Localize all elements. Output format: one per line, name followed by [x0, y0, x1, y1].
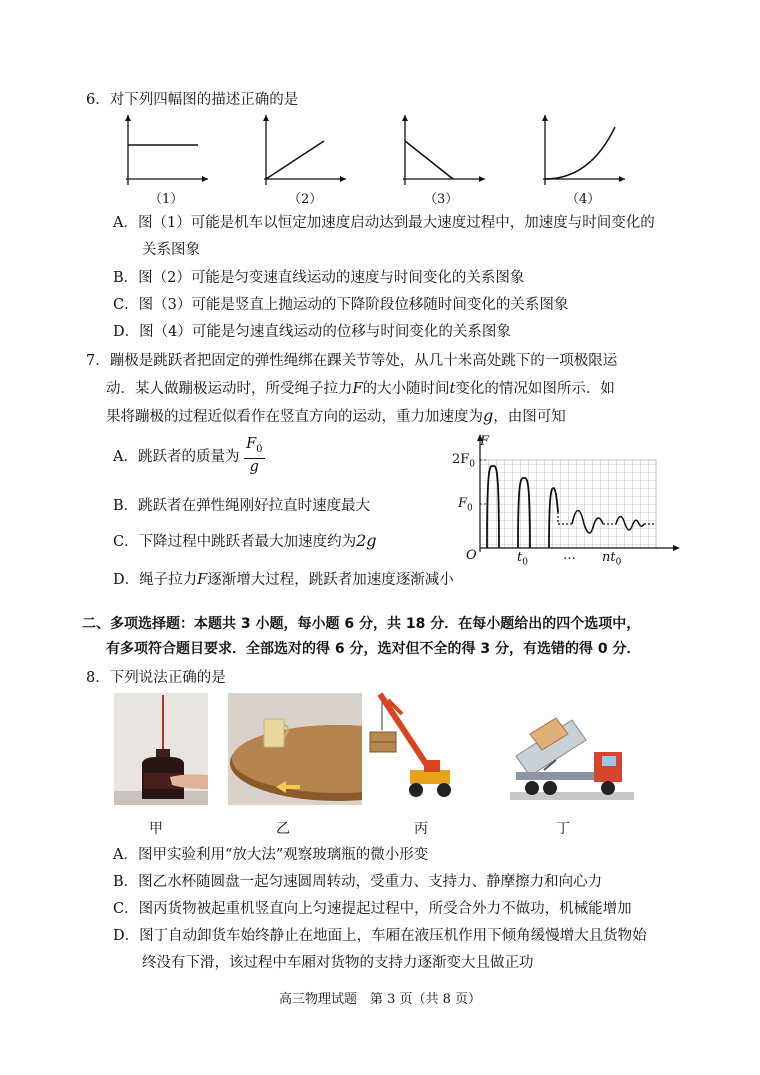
- graph-1: [118, 113, 210, 187]
- mass-fraction: $\frac{F_0}{g}$: [246, 436, 263, 475]
- graph-x-tick-t0: $t_0$: [517, 550, 528, 568]
- graph-y-tick-2f0: $2F_0$: [452, 452, 476, 470]
- force-time-graph: [440, 432, 685, 567]
- photo-jia-bottle: [114, 693, 208, 805]
- graph-y-axis-label: F: [480, 434, 490, 449]
- q7-stem-2: 动．某人做蹦极运动时，所受绳子拉力F的大小随时间t变化的情况如图所示．如: [106, 381, 615, 397]
- q6-option-a-cont: 关系图象: [142, 242, 200, 258]
- q8-stem: 8．下列说法正确的是: [86, 670, 226, 686]
- photo-ding-truck: [510, 700, 634, 804]
- graph-3-label: （3）: [424, 192, 459, 207]
- graph-3: [395, 113, 487, 187]
- q6-stem: 6．对下列四幅图的描述正确的是: [86, 92, 299, 108]
- caption-bing: 丙: [414, 821, 428, 837]
- caption-jia: 甲: [149, 821, 163, 837]
- q7-stem-3: 果将蹦极的过程近似看作在竖直方向的运动，重力加速度为g，由图可知: [106, 406, 566, 425]
- caption-ding: 丁: [556, 821, 570, 837]
- q7-stem-1: 7．蹦极是跳跃者把固定的弹性绳绑在踝关节等处，从几十米高处跳下的一项极限运: [86, 353, 618, 369]
- section-2-header: 二、多项选择题：本题共 3 小题，每小题 6 分，共 18 分．在每小题给出的四个选项中，: [82, 616, 641, 632]
- photo-yi-disk: [228, 693, 362, 805]
- page-footer: 高三物理试题 第 3 页（共 8 页）: [278, 992, 482, 1007]
- q7-option-b: B．跳跃者在弹性绳刚好拉直时速度最大: [113, 498, 371, 514]
- graph-x-tick-nt0: $nt_0$: [602, 550, 622, 568]
- q7-option-c: C．下降过程中跳跃者最大加速度约为2g: [113, 531, 377, 550]
- graph-origin: O: [466, 548, 477, 563]
- q8-option-c: C．图丙货物被起重机竖直向上匀速提起过程中，所受合外力不做功，机械能增加: [113, 901, 632, 917]
- q7-option-d: D．绳子拉力F逐渐增大过程，跳跃者加速度逐渐减小: [113, 572, 454, 588]
- q6-option-b: B．图（2）可能是匀变速直线运动的速度与时间变化的关系图象: [113, 270, 525, 286]
- graph-x-tick-dots: …: [563, 548, 576, 563]
- q6-option-c: C．图（3）可能是竖直上抛运动的下降阶段位移随时间变化的关系图象: [113, 297, 569, 313]
- caption-yi: 乙: [276, 821, 290, 837]
- graph-1-label: （1）: [149, 192, 184, 207]
- graph-4-label: （4）: [566, 192, 601, 207]
- q7-option-a: A．跳跃者的质量为 $\frac{F_0}{g}$: [113, 436, 263, 475]
- graph-2-label: （2）: [288, 192, 323, 207]
- graph-4: [535, 113, 627, 187]
- q8-option-b: B．图乙水杯随圆盘一起匀速圆周转动，受重力、支持力、静摩擦力和向心力: [113, 874, 603, 890]
- section-2-header-cont: 有多项符合题目要求．全部选对的得 6 分，选对但不全的得 3 分，有选错的得 0 分．: [106, 641, 641, 657]
- graph-y-tick-f0: $F_0$: [458, 496, 473, 514]
- q6-option-a: A．图（1）可能是机车以恒定加速度启动达到最大速度过程中，加速度与时间变化的: [113, 215, 655, 231]
- q8-option-a: A．图甲实验利用“放大法”观察玻璃瓶的微小形变: [113, 847, 429, 863]
- q6-option-d: D．图（4）可能是匀速直线运动的位移与时间变化的关系图象: [113, 324, 511, 340]
- photo-bing-crane: [368, 686, 460, 804]
- graph-2: [256, 113, 348, 187]
- q8-option-d-cont: 终没有下滑，该过程中车厢对货物的支持力逐渐变大且做正功: [142, 955, 534, 971]
- q8-option-d: D．图丁自动卸货车始终静止在地面上，车厢在液压机作用下倾角缓慢增大且货物始: [113, 928, 647, 944]
